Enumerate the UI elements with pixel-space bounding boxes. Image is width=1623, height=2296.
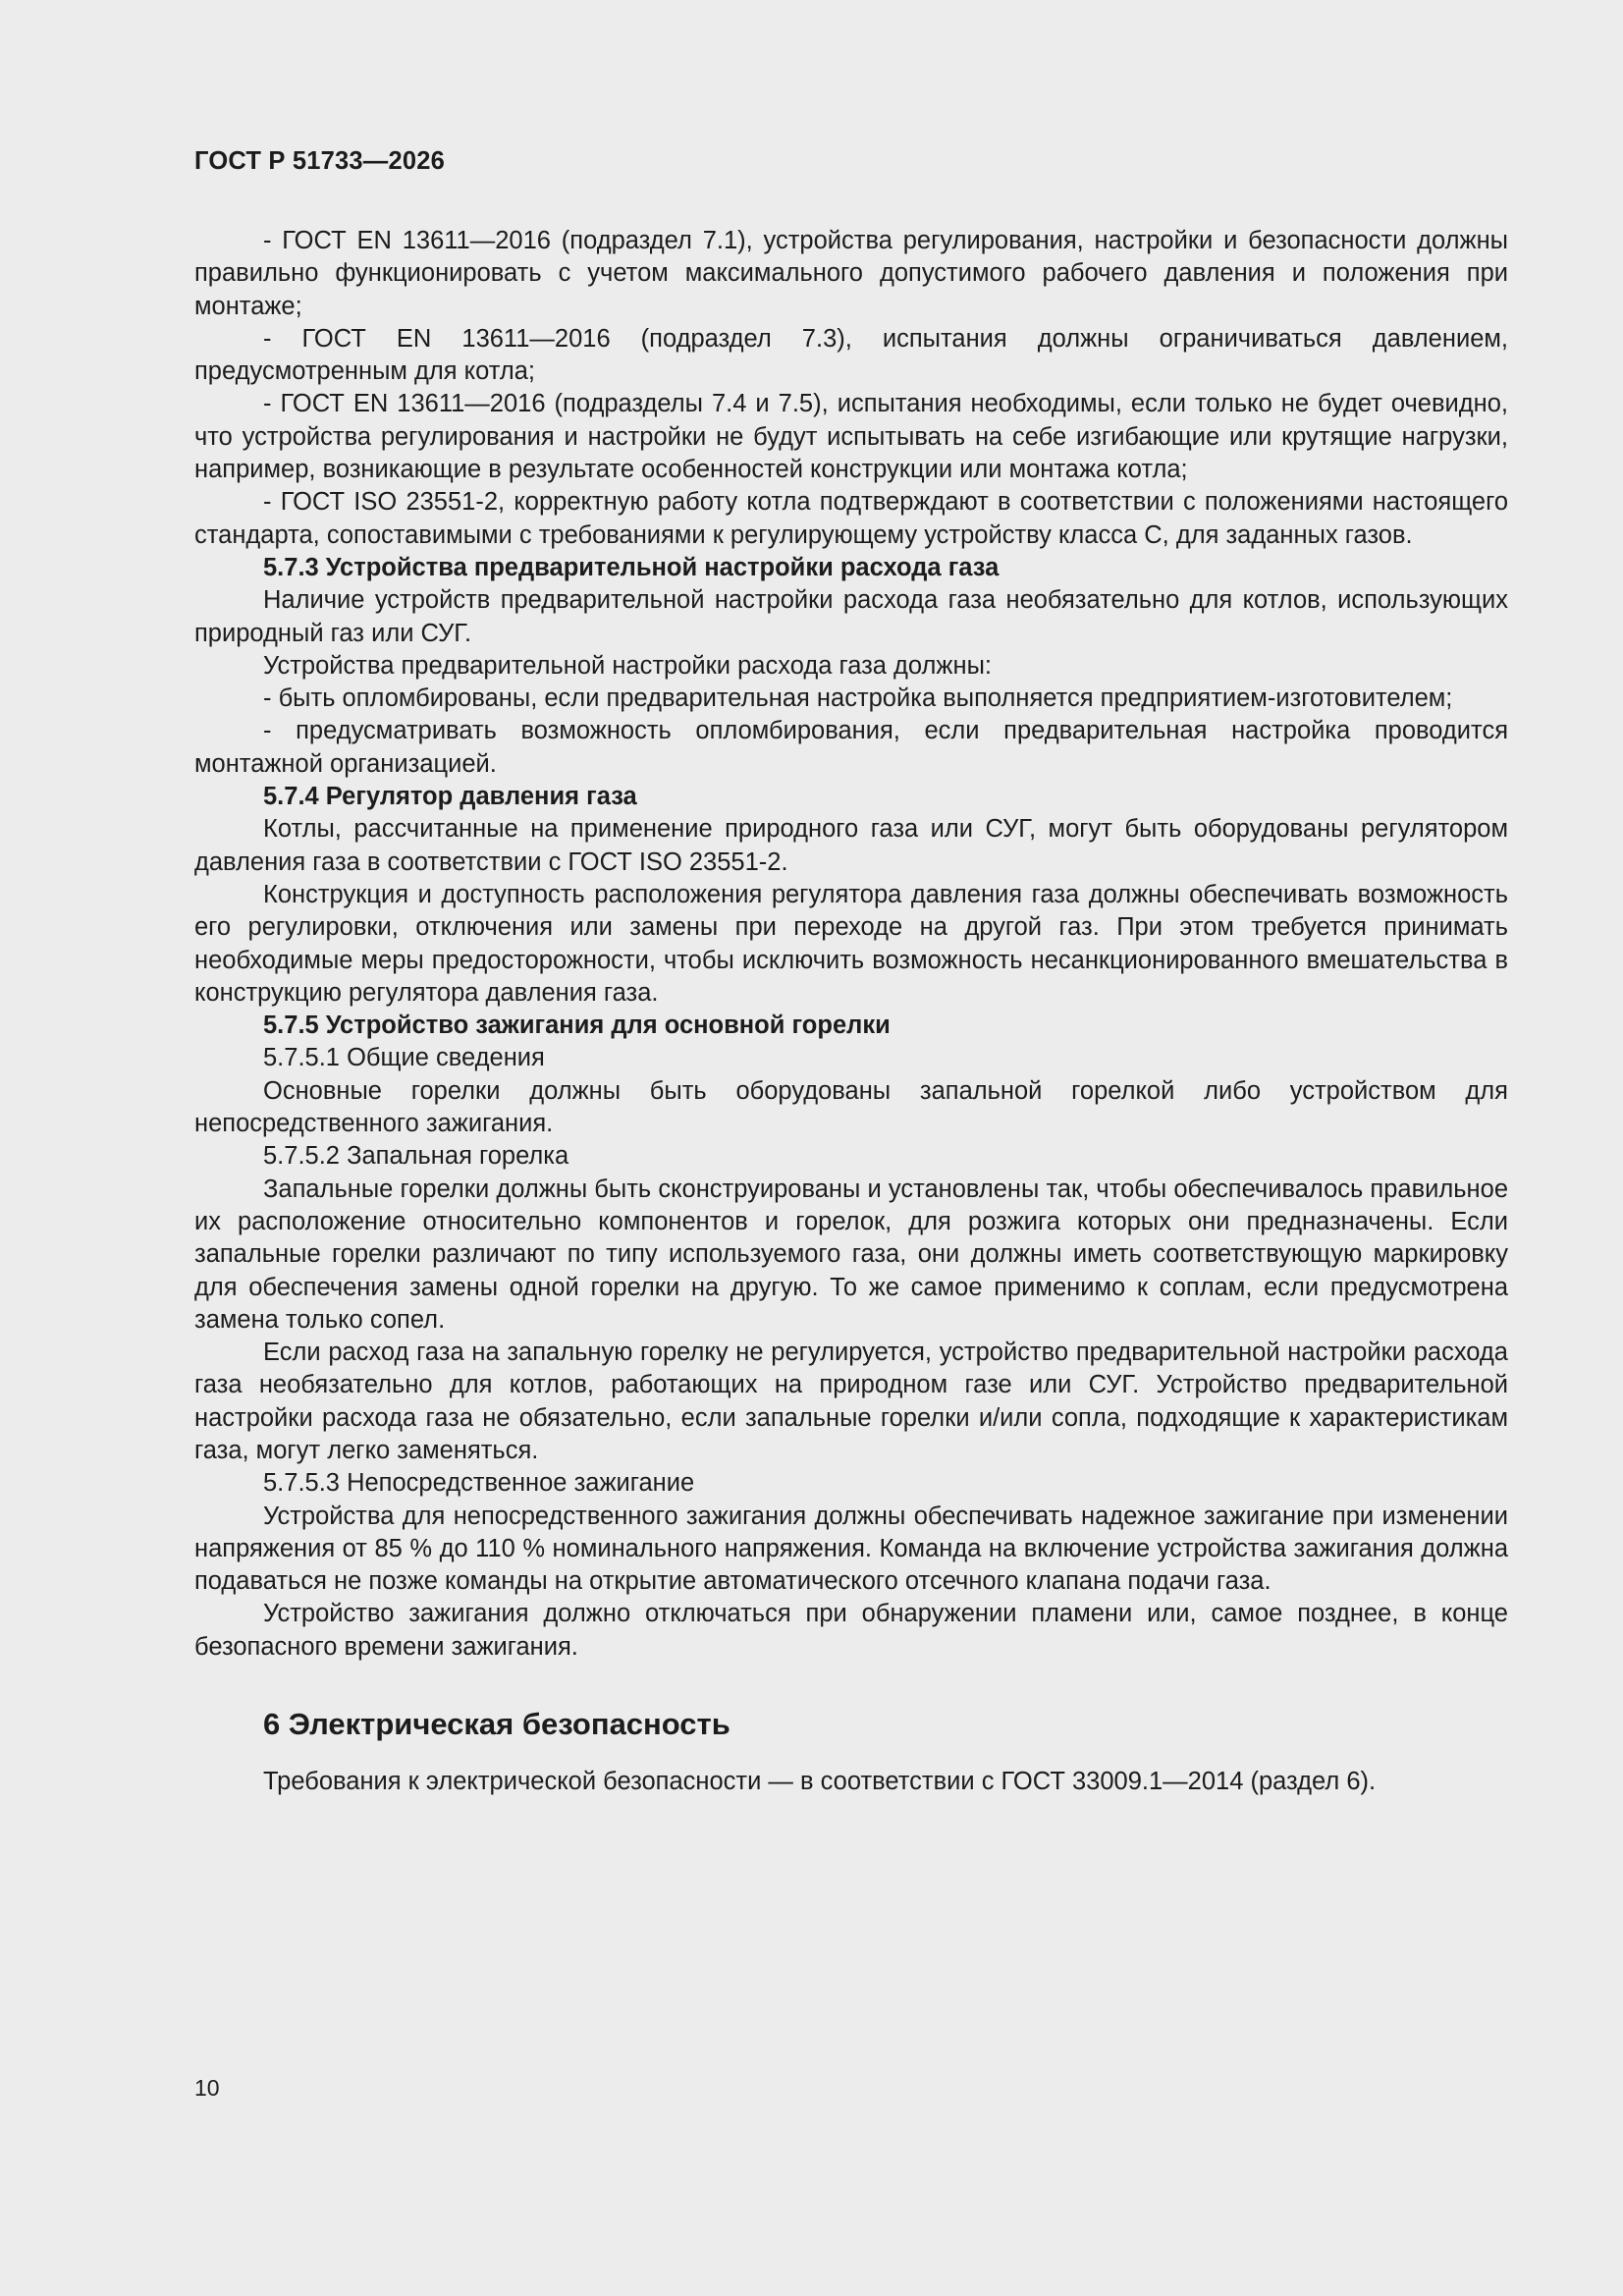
section-title-6: 6 Электрическая безопасность <box>263 1707 730 1742</box>
clause-heading-5-7-5-2: 5.7.5.2 Запальная горелка <box>263 1142 569 1171</box>
paragraph: - предусматривать возможность опломбирования, если предварительная настройка проводится монтажной организацией. <box>194 717 1508 778</box>
paragraph: - ГОСТ EN 13611—2016 (подраздел 7.3), испытания должны ограничиваться давлением, предусмотренным для котла; <box>194 324 1508 386</box>
subsection-heading-5-7-5: 5.7.5 Устройство зажигания для основной горелки <box>263 1011 891 1040</box>
paragraph: - ГОСТ ISO 23551-2, корректную работу котла подтверждают в соответствии с положениями настоящего стандарта, сопоставимыми с требованиями к регулирующему устройству класса С, для заданных газов. <box>194 488 1508 549</box>
paragraph: Основные горелки должны быть оборудованы запальной горелкой либо устройством для непосредственного зажигания. <box>194 1076 1508 1138</box>
paragraph: - ГОСТ EN 13611—2016 (подразделы 7.4 и 7.5), испытания необходимы, если только не будет очевидно, что устройства регулирования и настройки не будут испытывать на себе изгибающие или крутящие нагрузки, например, возникающие в результате особенностей конструкции или монтажа котла; <box>194 390 1508 484</box>
paragraph: Устройство зажигания должно отключаться при обнаружении пламени или, самое позднее, в конце безопасного времени зажигания. <box>194 1600 1508 1661</box>
subsection-heading-5-7-4: 5.7.4 Регулятор давления газа <box>263 783 637 811</box>
subsection-heading-5-7-3: 5.7.3 Устройства предварительной настройки расхода газа <box>263 553 1000 581</box>
page-number: 10 <box>194 2075 220 2101</box>
paragraph: Запальные горелки должны быть сконструированы и установлены так, чтобы обеспечивалось правильное их расположение относительно компонентов и горелок, для розжига которых они предназначены. Если запальные горелки различают по типу используемого газа, они должны иметь соответствующую маркировку для обеспечения замены одной горелки на другую. То же самое применимо к соплам, если предусмотрена замена только сопел. <box>194 1175 1508 1334</box>
paragraph: - ГОСТ EN 13611—2016 (подраздел 7.1), устройства регулирования, настройки и безопасности должны правильно функционировать с учетом максимального допустимого рабочего давления и положения при монтаже; <box>194 227 1508 320</box>
document-body <box>194 225 1508 1798</box>
paragraph: Устройства для непосредственного зажигания должны обеспечивать надежное зажигание при изменении напряжения от 85 % до 110 % номинального напряжения. Команда на включение устройства зажигания должна подаваться не позже команды на открытие автоматического отсечного клапана подачи газа. <box>194 1502 1508 1596</box>
paragraph: Устройства предварительной настройки расхода газа должны: <box>263 651 992 680</box>
paragraph: Конструкция и доступность расположения регулятора давления газа должны обеспечивать возможность его регулировки, отключения или замены при переходе на другой газ. При этом требуется принимать необходимые меры предосторожности, чтобы исключить возможность несанкционированного вмешательства в конструкцию регулятора давления газа. <box>194 880 1508 1007</box>
paragraph: Котлы, рассчитанные на применение природного газа или СУГ, могут быть оборудованы регулятором давления газа в соответствии с ГОСТ ISO 23551-2. <box>194 815 1508 876</box>
clause-heading-5-7-5-1: 5.7.5.1 Общие сведения <box>263 1044 545 1072</box>
clause-heading-5-7-5-3: 5.7.5.3 Непосредственное зажигание <box>263 1469 695 1498</box>
document-header: ГОСТ Р 51733—2026 <box>194 147 446 175</box>
paragraph: Если расход газа на запальную горелку не регулируется, устройство предварительной настройки расхода газа необязательно для котлов, работающих на природном газе или СУГ. Устройство предварительной настройки расхода газа не обязательно, если запальные горелки и/или сопла, подходящие к характеристикам газа, могут легко заменяться. <box>194 1339 1508 1464</box>
paragraph: Требования к электрической безопасности — в соответствии с ГОСТ 33009.1—2014 (раздел 6). <box>263 1768 1377 1796</box>
paragraph: Наличие устройств предварительной настройки расхода газа необязательно для котлов, использующих природный газ или СУГ. <box>194 586 1508 647</box>
paragraph: - быть опломбированы, если предварительная настройка выполняется предприятием-изготовителем; <box>263 684 1453 713</box>
